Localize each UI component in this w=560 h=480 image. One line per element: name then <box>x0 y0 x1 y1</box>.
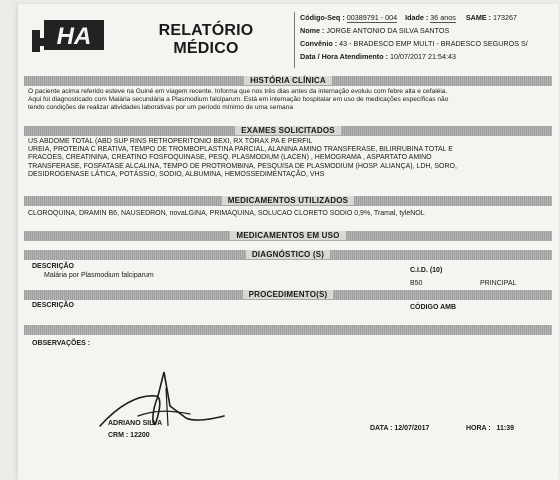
historia-line: O paciente acima referido esteve na Guiné em viagem recente. Informa que nos três dias antes da internação evoluiu com febre alta e cefaléia. <box>28 88 448 95</box>
same-label: SAME : <box>465 13 491 22</box>
crm-label: CRM : <box>108 432 129 439</box>
atendimento-label: Data / Hora Atendimento : <box>300 52 388 61</box>
nome-value: JORGE ANTONIO DA SILVA SANTOS <box>326 26 450 35</box>
idade-value: 36 anos <box>430 13 456 22</box>
data-field <box>370 425 429 432</box>
exames-line: TRANSFERASE, FOSFATASE ALCALINA, TEMPO DE PROTROMBINA, PESQUISA DE PLASMODIUM (HOSP. ALIANÇA), LDH, SORO, <box>28 162 457 170</box>
codigo-seq-value: 00389791 - 004 <box>346 13 398 22</box>
idade-label: Idade : <box>405 13 429 22</box>
report-title: RELATÓRIO MÉDICO <box>158 22 254 57</box>
exames-line: US ABDOME TOTAL (ABD SUP RINS RETROPERITONIO BEXI, RX TÓRAX PA E PERFIL <box>28 138 313 145</box>
historia-title: HISTÓRIA CLÍNICA <box>24 76 552 86</box>
atendimento-line <box>300 52 456 61</box>
doctor-name: ADRIANO SILVA <box>108 420 163 427</box>
same-value: 173267 <box>492 13 517 22</box>
nome-line <box>300 26 449 35</box>
medicamentos-em-uso-title: MEDICAMENTOS EM USO <box>24 231 552 241</box>
crm-line <box>108 432 150 439</box>
historia-line: Aqui foi diagnosticado com Malária secundária a Plasmodium falciparum. Está em internação hospitalar em uso de medicações específicas não <box>28 96 449 103</box>
cid-value: B50 <box>410 280 423 287</box>
procedimento-descricao-label: DESCRIÇÃO <box>32 302 75 309</box>
diagnostico-descricao-label: DESCRIÇÃO <box>32 263 75 270</box>
convenio-label: Convênio : <box>300 39 338 48</box>
header-divider <box>294 12 295 68</box>
codigo-amb-label: CÓDIGO AMB <box>410 304 457 311</box>
diagnostico-descricao: Malária por Plasmodium falciparum <box>44 272 154 279</box>
nome-label: Nome : <box>300 26 325 35</box>
codigo-line <box>300 13 517 22</box>
hora-field <box>466 425 514 432</box>
historia-line: tendo condições de realizar atividades laborativas por um período mínimo de uma semana <box>28 104 293 111</box>
data-value: 12/07/2017 <box>394 425 430 432</box>
atendimento-value: 10/07/2017 21:54:43 <box>390 52 456 61</box>
observacoes-label: OBSERVAÇÕES : <box>32 340 91 347</box>
exames-title: EXAMES SOLICITADOS <box>24 126 552 136</box>
convenio-value: 43 - BRADESCO EMP MULTI - BRADESCO SEGUROS S/ <box>339 39 528 48</box>
convenio-line <box>300 39 528 48</box>
exames-line: DESIDROGENASE LÁTICA, POTÁSSIO, SODIO, ALBUMINA, HEMOSSEDIMENTAÇÃO, VHS <box>28 170 325 178</box>
signature <box>98 366 228 438</box>
report-page <box>18 4 558 480</box>
hora-label: HORA : <box>466 425 491 432</box>
exames-text <box>28 138 550 179</box>
procedimento-bottom-bar <box>24 325 552 335</box>
historia-text <box>28 88 548 112</box>
diagnostico-title: DIAGNÓSTICO (S) <box>24 250 552 260</box>
medicamentos-utilizados-title: MEDICAMENTOS UTILIZADOS <box>24 196 552 206</box>
exames-line: UREIA, PROTEINA C REATIVA, TEMPO DE TROMBOPLASTINA PARCIAL, ALANINA AMINO TRANSFERASE, BILIRRUBINA TOTAL E <box>28 146 453 154</box>
data-label: DATA : <box>370 425 393 432</box>
codigo-seq-label: Código-Seq : <box>300 13 345 22</box>
medicamentos-utilizados-text: CLOROQUINA, DRAMIN B6, NAUSEDRON, novaLGINA, PRIMAQUINA, SOLUCAO CLORETO SODIO 0,9%, Tramal, tyleNOL <box>28 210 425 217</box>
crm-value: 12200 <box>130 432 150 439</box>
hospital-logo <box>28 16 120 56</box>
procedimento-title: PROCEDIMENTO(S) <box>24 290 552 300</box>
diagnostico-tipo: PRINCIPAL <box>480 280 517 287</box>
hora-value: 11:39 <box>496 425 515 432</box>
cid-label: C.I.D. (10) <box>410 267 443 274</box>
exames-line: FRACOES, CREATININA, CREATINO FOSFOQUINASE, PESQ. PLASMODIUM (LACEN) , HEMOGRAMA , ASPARTATO AMINO <box>28 154 432 162</box>
logo-text: HA <box>56 23 92 50</box>
